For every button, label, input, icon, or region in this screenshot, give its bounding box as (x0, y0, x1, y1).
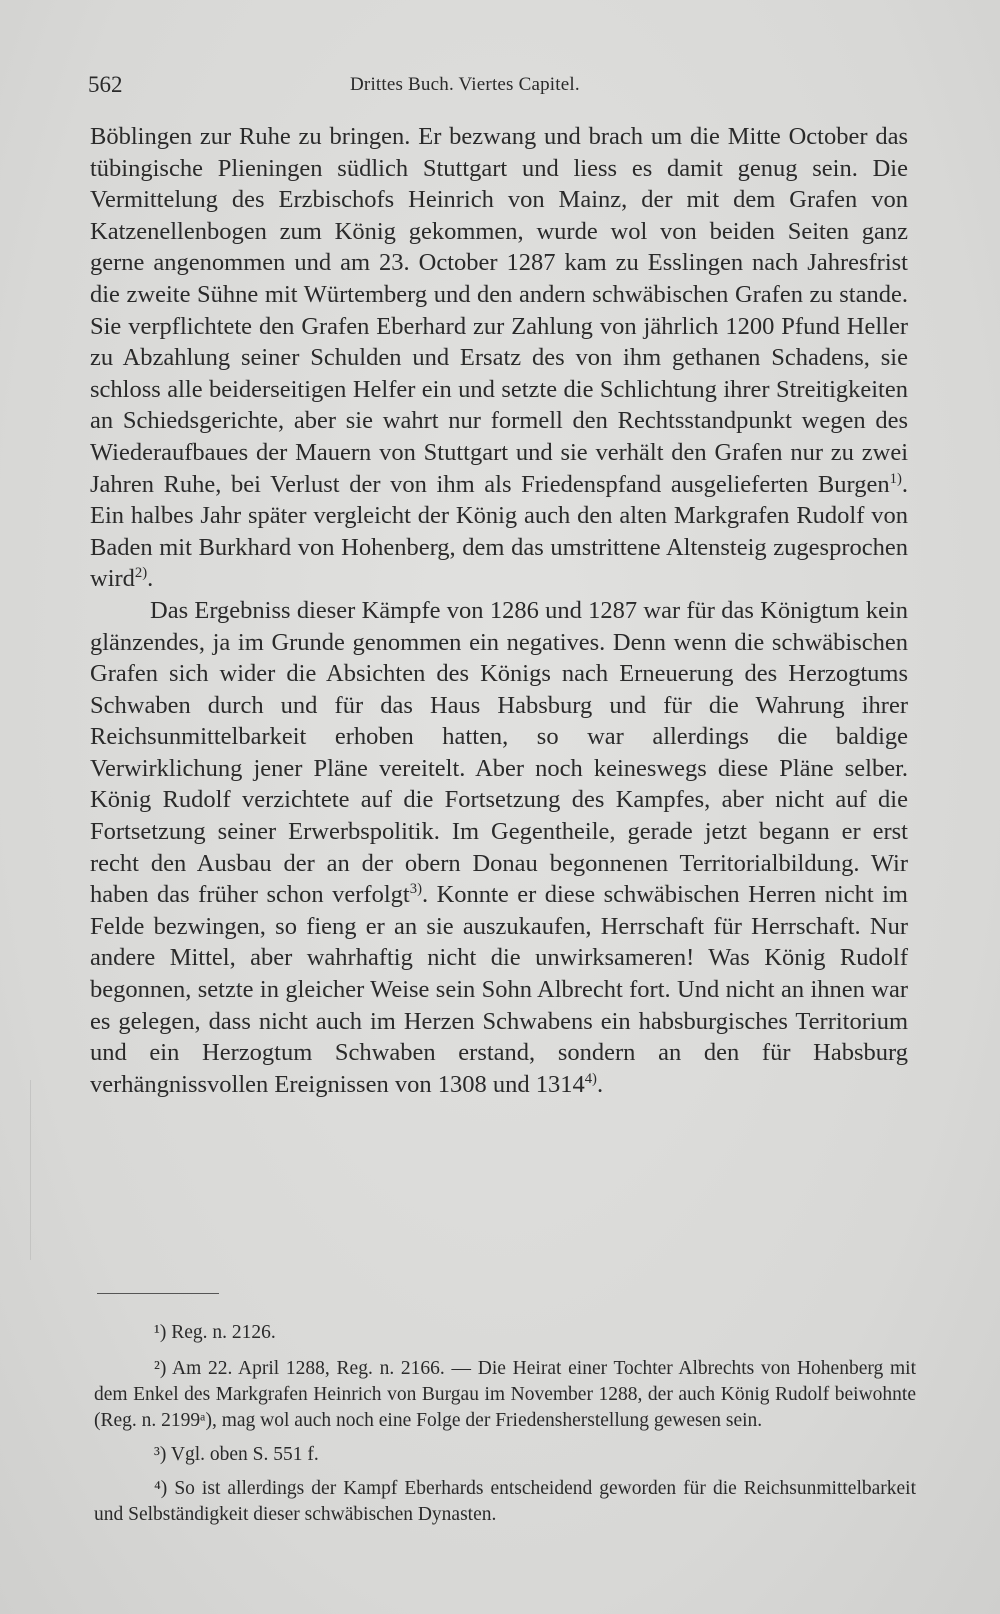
paragraph-2-continued: . Konnte er diese schwäbischen Herren nicht im Felde bezwingen, so fieng er an sie auszukaufen, Herrschaft für Herrschaft. Nur andere Mittel, aber wahrhaftig nicht die unwirksameren! Was König Rudolf begonnen, setzte in gleicher Weise sein Sohn Albrecht fort. Und nicht an ihnen war es gelegen, dass nicht auch im Herzen Schwabens ein habsburgisches Territorium und ein Herzogtum Schwaben erstand, sondern an den für Habsburg verhängnissvollen Ereignissen von 1308 und 1314 (90, 881, 908, 1098)
page-header (88, 72, 908, 102)
paragraph-1-continued: . Ein halbes Jahr später vergleicht der König auch den alten Markgrafen Rudolf von Baden mit Burkhard von Hohenberg, dem das umstrittene Altensteig zugesprochen wird (90, 470, 908, 593)
footnote-4: ⁴) So ist allerdings der Kampf Eberhards entscheidend geworden für die Reichsunmittelbarkeit und Selbständigkeit dieser schwäbischen Dynasten. (94, 1478, 916, 1525)
footnote-divider (97, 1293, 219, 1294)
footnote-1: ¹) Reg. n. 2126. (154, 1322, 276, 1343)
paragraph-1 (90, 121, 908, 595)
footnote-ref-1: 1) (889, 470, 902, 487)
paragraph-1-end: . (147, 565, 154, 593)
footnote-3: ³) Vgl. oben S. 551 f. (154, 1444, 319, 1465)
footnote-ref-3: 3) (409, 881, 422, 898)
footnote-ref-4: 4) (584, 1070, 597, 1087)
running-head: Drittes Buch. Viertes Capitel. (350, 74, 580, 95)
footnote-ref-2: 2) (134, 565, 148, 582)
footnotes (94, 1320, 916, 1528)
paragraph-1-text: Böblingen zur Ruhe zu bringen. Er bezwang und brach um die Mitte October das tübingische Plieningen südlich Stuttgart und liess es damit genug sein. Die Vermittelung des Erzbischofs Heinrich von Mainz, der mit dem Grafen von Katzenellenbogen zum König gekommen, wurde wol von beiden Seiten ganz gerne angenommen und am 23. October 1287 kam zu Esslingen nach Jahresfrist die zweite Sühne mit Würtemberg und den andern schwäbischen Grafen zu stande. Sie verpflichtete den Grafen Eberhard zur Zahlung von jährlich 1200 Pfund Heller zu Abzahlung seiner Schulden und Ersatz des von ihm gethanen Schadens, sie schloss alle beiderseitigen Helfer ein und setzte die Schlichtung ihrer Streitigkeiten an Schiedsgerichte, aber sie wahrt nur formell den Rechtsstandpunkt wegen des Wiederaufbaues der Mauern von Stuttgart und sie verhält den Grafen nur zu zwei Jahren Ruhe, bei Verlust der von ihm als Friedenspfand ausgelieferten Burgen (90, 123, 908, 498)
paragraph-2-end: . (596, 1070, 604, 1098)
paragraph-2-text: Das Ergebniss dieser Kämpfe von 1286 und 1287 war für das Königtum kein glänzendes, ja im Grunde genommen ein negatives. Denn wenn die schwäbischen Grafen sich wider die Absichten des Königs nach Erneuerung des Herzogtums Schwaben durch und für das Haus Habsburg und für die Wahrung ihrer Reichsunmittelbarkeit erhoben hatten, so war allerdings die baldige Verwirklichung jener Pläne vereitelt. Aber noch keineswegs diese Pläne selber. König Rudolf verzichtete auf die Fortsetzung des Kampfes, aber nicht auf die Fortsetzung seiner Erwerbspolitik. Im Gegentheile, gerade jetzt begann er erst recht den Ausbau der an der obern Donau begonnenen Territorialbildung. Wir haben das früher schon verfolgt (90, 596, 908, 909)
margin-mark (30, 1080, 37, 1260)
page-number: 562 (88, 72, 123, 97)
main-text (90, 121, 908, 1100)
footnote-2: ²) Am 22. April 1288, Reg. n. 2166. — Die Heirat einer Tochter Albrechts von Hohenberg mit dem Enkel des Markgrafen Heinrich von Burgau im November 1288, der auch König Rudolf beiwohnte (Reg. n. 2199ᵃ), mag wol auch noch eine Folge der Friedensherstellung gewesen sein. (94, 1358, 916, 1431)
paragraph-2 (90, 595, 908, 1101)
